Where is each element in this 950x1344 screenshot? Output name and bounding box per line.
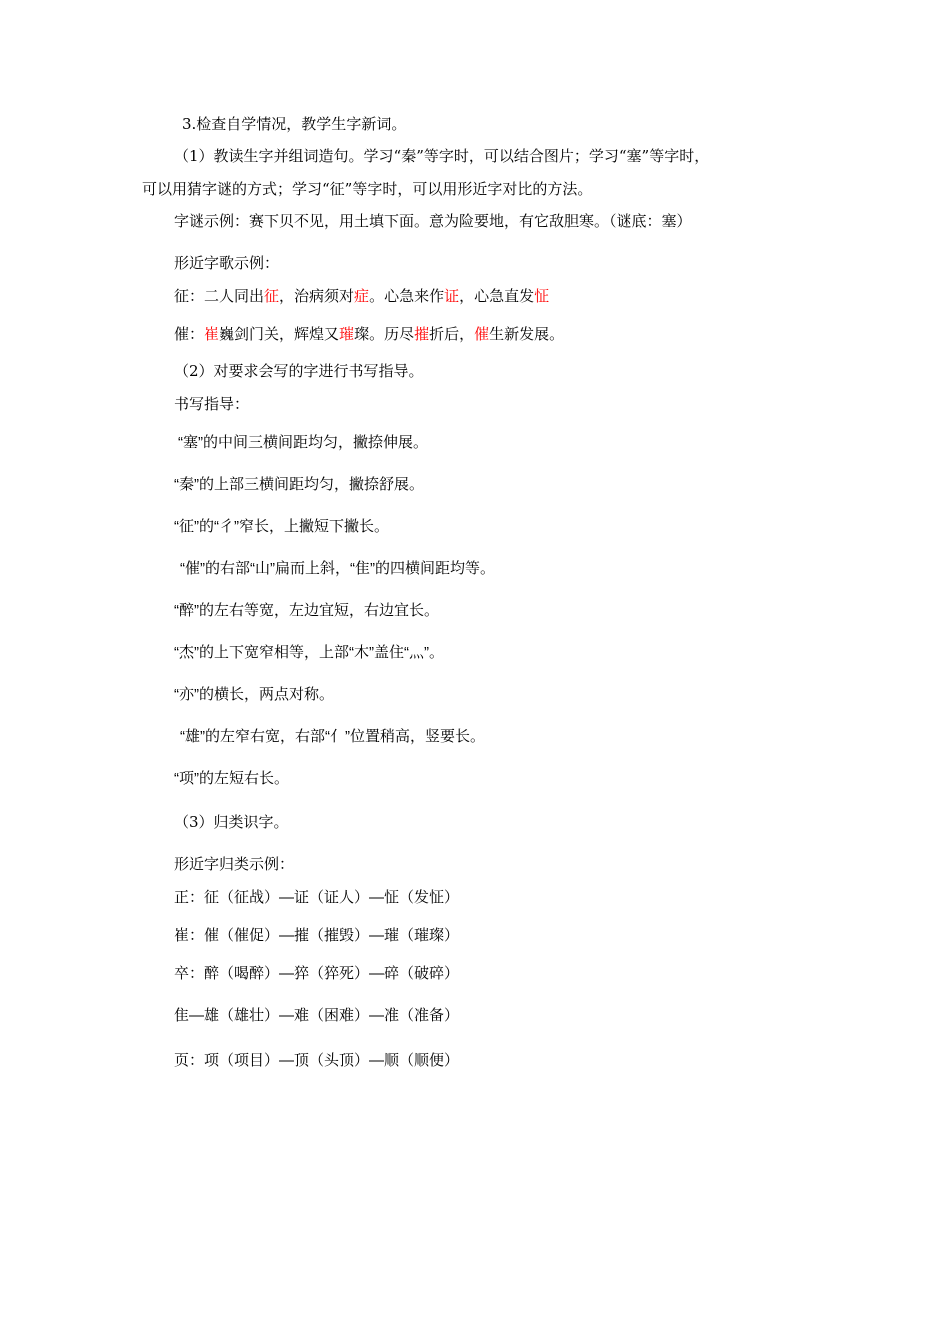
highlight-char: 怔 (534, 288, 550, 305)
writing-item: “征”的“彳”窄长，上撇短下撇长。 (174, 518, 389, 535)
classify-item: 隹—雄（雄壮）—难（困难）—准（准备） (174, 1007, 460, 1024)
highlight-char: 症 (354, 288, 370, 305)
classify-title: 形近字归类示例： (174, 856, 295, 873)
song-text: ，治病须对 (279, 288, 355, 305)
song-text: ，心急直发 (459, 288, 535, 305)
song-text: 催： (174, 326, 205, 343)
classify-item: 页：项（项目）—顶（头顶）—顺（顺便） (174, 1052, 460, 1069)
riddle-example: 字谜示例：赛下贝不见，用土填下面。意为险要地，有它敌胆寒。（谜底：塞） (174, 213, 692, 230)
highlight-char: 璀 (339, 326, 355, 343)
song-text: 。心急来作 (369, 288, 445, 305)
writing-title: 书写指导： (174, 396, 250, 413)
highlight-char: 证 (444, 288, 460, 305)
highlight-char: 催 (474, 326, 490, 343)
song-text: 巍剑门关，辉煌又 (219, 326, 340, 343)
classify-item: 崔：催（催促）—摧（摧毁）—璀（璀璨） (174, 927, 460, 944)
step3-heading: 3.检查自学情况，教学生字新词。 (182, 115, 407, 133)
writing-item: “塞”的中间三横间距均匀，撇捺伸展。 (178, 434, 428, 451)
paragraph-3: （3）归类识字。 (174, 813, 289, 831)
song-text: 征：二人同出 (174, 288, 265, 305)
classify-item: 正：征（征战）—证（证人）—怔（发怔） (174, 889, 460, 906)
song-line-cui (174, 325, 564, 345)
writing-item: “秦”的上部三横间距均匀，撇捺舒展。 (174, 476, 424, 493)
writing-item: “催”的右部“山”扁而上斜，“隹”的四横间距均等。 (180, 560, 495, 577)
highlight-char: 征 (264, 288, 280, 305)
song-title: 形近字歌示例： (174, 255, 280, 272)
highlight-char: 崔 (204, 326, 220, 343)
song-text: 折后， (429, 326, 475, 343)
writing-item: “雄”的左窄右宽，右部“亻”位置稍高，竖要长。 (180, 728, 485, 745)
song-text: 璨。历尽 (354, 326, 415, 343)
paragraph-1-line-2: 可以用猜字谜的方式；学习“征”等字时，可以用形近字对比的方法。 (142, 180, 593, 198)
writing-item: “亦”的横长，两点对称。 (174, 686, 334, 703)
writing-item: “醉”的左右等宽，左边宜短，右边宜长。 (174, 602, 439, 619)
writing-item: “项”的左短右长。 (174, 770, 289, 787)
song-line-zheng (174, 287, 549, 307)
paragraph-1-line-1: （1）教读生字并组词造句。学习“秦”等字时，可以结合图片；学习“塞”等字时， (174, 147, 710, 165)
paragraph-2: （2）对要求会写的字进行书写指导。 (174, 362, 424, 380)
song-text: 生新发展。 (489, 326, 565, 343)
highlight-char: 摧 (414, 326, 430, 343)
classify-item: 卒：醉（喝醉）—猝（猝死）—碎（破碎） (174, 965, 460, 982)
writing-item: “杰”的上下宽窄相等，上部“木”盖住“灬”。 (174, 644, 444, 661)
